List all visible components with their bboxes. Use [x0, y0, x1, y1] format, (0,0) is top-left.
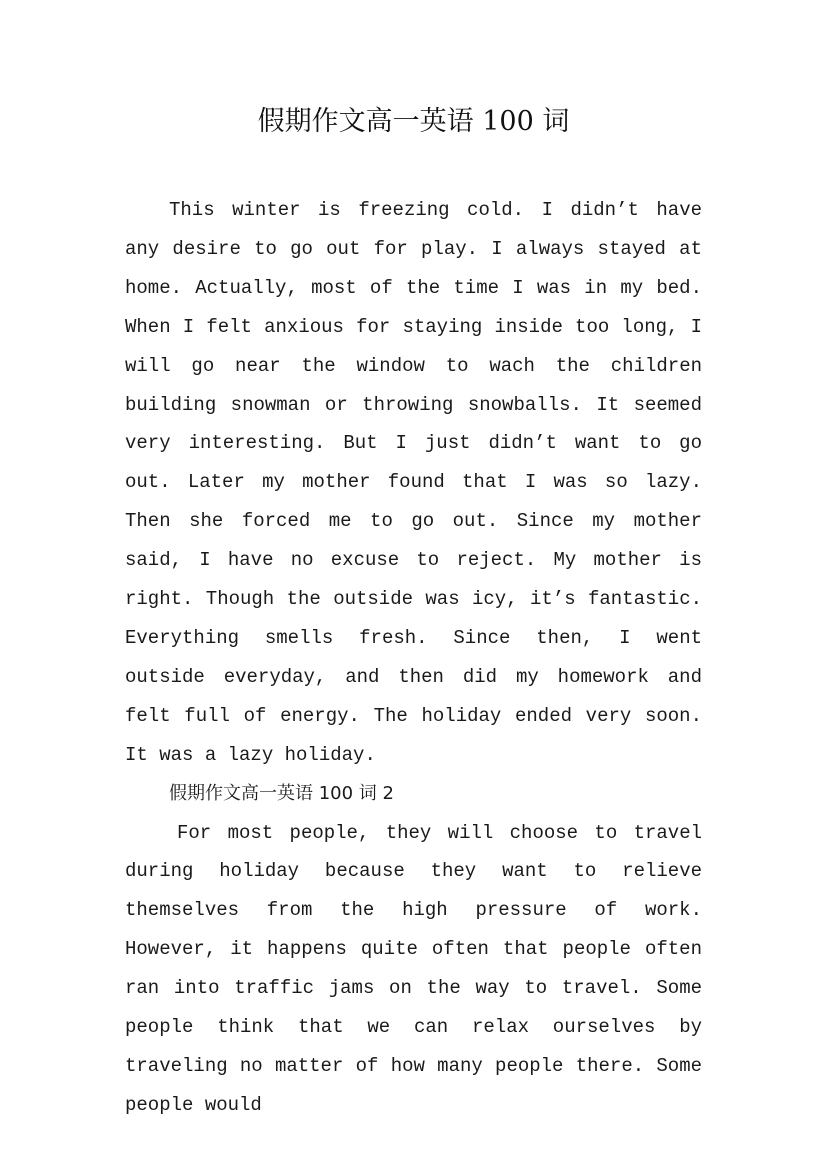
paragraph-winter-essay: This winter is freezing cold. I didn’t have any desire to go out for play. I always stayed at home. Actually, most of the time I was in my bed. When I felt anxious for staying inside too long, I will go near the window to wach the children building snowman or throwing snowballs. It seemed very interesting. But I just didn’t want to go out. Later my mother found that I was so lazy. Then she forced me to go out. Since my mother said, I have no excuse to reject. My mother is right. Though the outside was icy, it’s fantastic. Everything smells fresh. Since then, I went outside everyday, and then did my homework and felt full of energy. The holiday ended very soon. It was a lazy holiday. [125, 199, 702, 766]
document-title: 假期作文高一英语 100 词 [257, 106, 570, 137]
document-body [125, 191, 702, 1125]
paragraph-holiday-travel: For most people, they will choose to travel during holiday because they want to relieve themselves from the high pressure of work. However, it happens quite often that people often ran into traffic jams on the way to travel. Some people think that we can relax ourselves by traveling no matter of how many people there. Some people would [125, 821, 702, 1116]
essay-2-heading: 假期作文高一英语 100 词 2 [169, 782, 394, 804]
